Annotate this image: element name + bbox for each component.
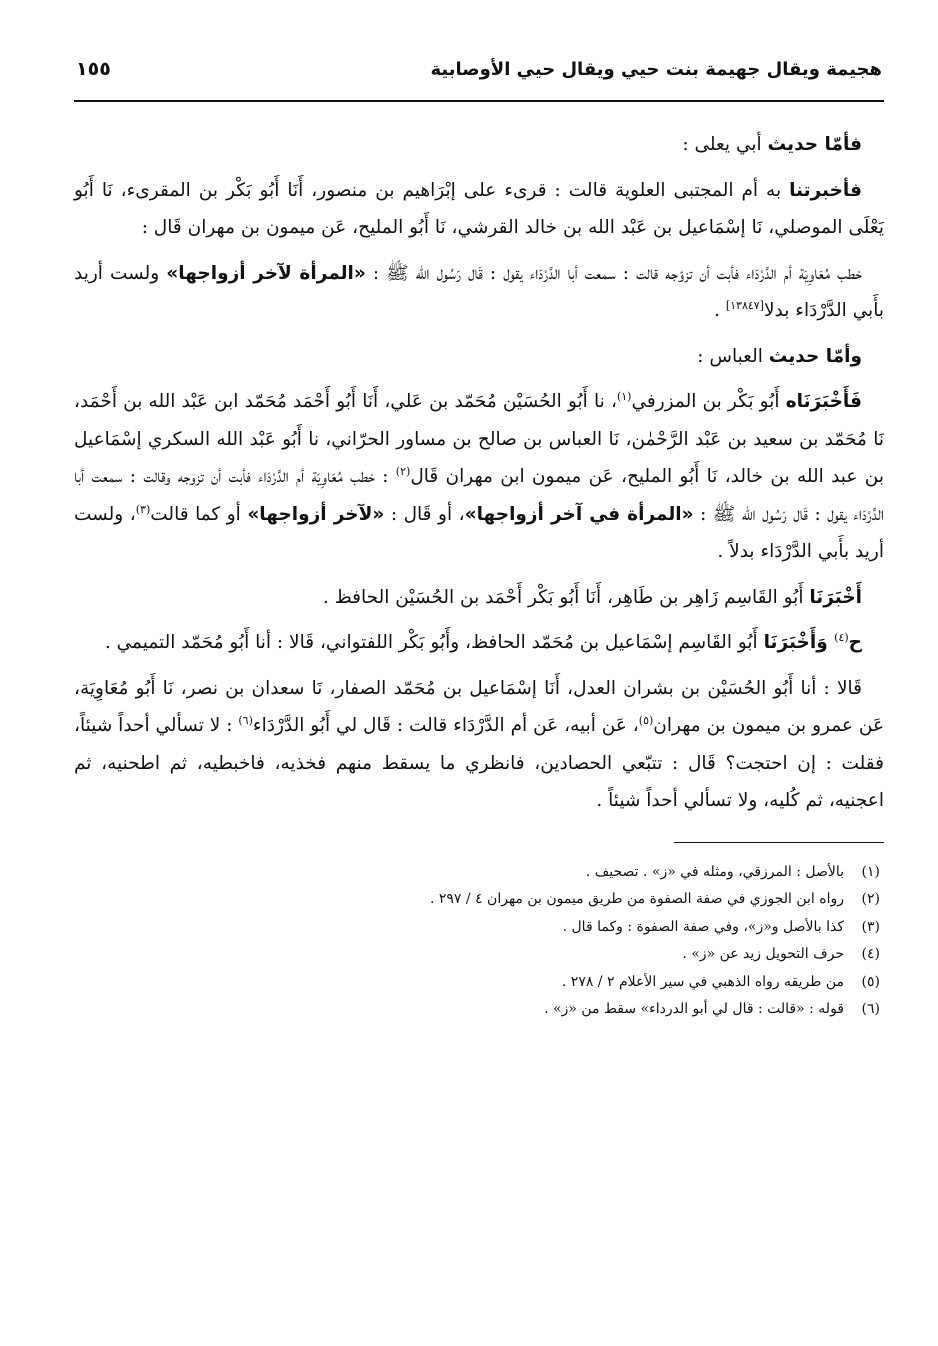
footnote [74, 886, 880, 914]
footnote-marker: (٦) [238, 713, 253, 727]
paragraph-3 [74, 255, 884, 330]
paragraph-4 [74, 338, 884, 376]
paragraph-5 [74, 383, 884, 571]
footnote-marker: (٥) [638, 713, 654, 727]
text-run: العباس : [697, 345, 769, 367]
text-run: أبي يعلى : [682, 134, 768, 155]
footnotes [74, 859, 884, 1024]
header-title: هجيمة ويقال جهيمة بنت حيي ويقال حيي الأوصابية [430, 59, 882, 80]
footnote-text: حرف التحويل زيد عن «ز» . [682, 946, 844, 962]
text-run: : لا تسألي أحداً شيئاً، فقلت : إن احتجت؟ قَال : تتبّعي الحصادين، فانظري ما يسقط منهم فخذيه، فاخبطيه، ثم اطحنيه، ثم اعجنيه، ثم كُليه، ولا تسألي أحداً شيئاً . [74, 715, 884, 811]
footnote-number: (٢) [861, 891, 880, 907]
footnote-number: (٥) [861, 973, 880, 990]
footnote-number: (٤) [861, 946, 880, 962]
text-run: أَبُو بَكْر بن المزرفي [631, 391, 786, 412]
text-run: أَبُو القَاسِم زَاهِر بن طَاهِر، أَنَا أَبُو بَكْر أَحْمَد بن الحُسَيْن الحافظ . [322, 586, 810, 608]
footnote-marker: (١) [616, 389, 632, 403]
hadith-quote: «المرأة لآخر أزواجها» [166, 262, 366, 284]
running-header [74, 58, 884, 102]
footnote [74, 996, 880, 1024]
page-number: ١٥٥ [76, 58, 111, 80]
keyword: فأمّا حديث [767, 134, 862, 155]
text-run: ، نا أَبُو الحُسَيْن مُحَمّد بن عَلي، أَنَا أَبُو أَحْمَد مُحَمّد ابن عَبْد الله بن أَحْمَد، نَا مُحَمّد بن سعيد بن عَبْد الرَّحْمٰن، نَا العباس بن صالح بن مساور الحرّاني، نا أَبُو عَبْد الله السكري إسْمَاعيل بن عبد الله بن خالد، نَا أَبُو المليح، عَن ميمون ابن مهران قَال [74, 391, 884, 487]
keyword: ح [848, 632, 862, 653]
footnote [74, 941, 880, 969]
text-run: خطب مُعَاوِيَة أم الدَّرْدَاء فأبت أن تزوّجه قالت : سمعت أبا الدَّرْدَاء يقول : قَال رَسُول الله ﷺ : [365, 262, 862, 284]
keyword: فَأَخْبَرَنَاه [785, 391, 862, 412]
footnote-text: من طريقه رواه الذهبي في سير الأعلام ٢ / ٢٧٨ . [561, 973, 844, 990]
footnote [74, 969, 880, 997]
text-run: ولست أريد بأَبي الدَّرْدَاء بدلا [74, 262, 884, 321]
text-run: قَالا : أنا أَبُو الحُسَيْن بن بشران العدل، أَنَا إسْمَاعيل بن مُحَمّد الصفار، نَا سعدان بن نصر، نَا أَبُو مُعَاوِيَة، عَن عمرو بن ميمون بن مهران [74, 677, 884, 736]
footnote-marker: (٣) [135, 502, 151, 516]
text-run: ، عَن أبيه، عَن أم الدَّرْدَاء قالت : قَال لي أَبُو الدَّرْدَاء [252, 715, 639, 736]
text-run: ، أو قَال : [384, 503, 465, 525]
paragraph-1 [74, 126, 884, 164]
footnote-text: قوله : «قالت : قال لي أبو الدرداء» سقط من «ز» . [544, 1001, 844, 1017]
text-run: . [714, 300, 726, 321]
footnote-number: (٦) [861, 1001, 880, 1017]
paragraph-6 [74, 579, 884, 617]
hadith-quote: «لآخر أزواجها» [247, 503, 385, 525]
footnote [74, 914, 880, 942]
paragraph-7 [74, 624, 884, 662]
keyword: وَأَخْبَرَنَا [763, 632, 835, 653]
footnote-text: كذا بالأصل و«ز»، وفي صفة الصفوة : وكما قال . [562, 918, 844, 935]
main-text [74, 126, 884, 820]
footnote [74, 859, 880, 887]
footnote-marker: (٢) [395, 464, 411, 478]
text-run: ، ولست أريد بأَبي الدَّرْدَاء بدلاً . [74, 503, 884, 562]
footnote-number: (٣) [861, 918, 880, 935]
book-page [74, 58, 884, 1318]
paragraph-2 [74, 172, 884, 247]
footnote-number: (١) [861, 863, 880, 880]
footnote-marker: (٤) [834, 630, 849, 644]
footnote-text: بالأصل : المرزقي، ومثله في «ز» . تصحيف . [585, 863, 844, 880]
keyword: وأمّا حديث [768, 345, 862, 367]
text-run: أَبُو القَاسِم إسْمَاعيل بن مُحَمّد الحافظ، وأَبُو بَكْر اللفتواني، قَالا : أنا أَبُو مُحَمّد التميمي . [104, 632, 764, 653]
text-run: به أم المجتبى العلوية قالت : قرىء على إبْرَاهيم بن منصور، أَنَا أَبُو بَكْر بن المقرىء، نَا أَبُو يَعْلَى الموصلي، نَا إسْمَاعيل بن عَبْد الله بن خالد القرشي، نَا أَبُو المليح، عَن ميمون بن مهران قَال : [74, 179, 884, 238]
keyword: أَخْبَرَنَا [809, 586, 862, 608]
keyword: فأخبرتنا [789, 179, 862, 201]
hadith-quote: «المرأة في آخر أزواجها» [464, 503, 694, 525]
text-run: : خطب مُعَاوِيَة أم الدَّرْدَاء فأبت أن تزوجه وقالت : سمعت أبا الدَّرْدَاء يقول : قَال رَسُول الله ﷺ : [74, 466, 884, 525]
footnote-divider [674, 842, 884, 843]
paragraph-8 [74, 670, 884, 820]
reference-number: [١٣٨٤٧] [725, 298, 764, 312]
footnote-text: رواه ابن الجوزي في صفة الصفوة من طريق ميمون بن مهران ٤ / ٢٩٧ . [429, 891, 844, 907]
text-run: أو كما قالت [150, 503, 248, 525]
